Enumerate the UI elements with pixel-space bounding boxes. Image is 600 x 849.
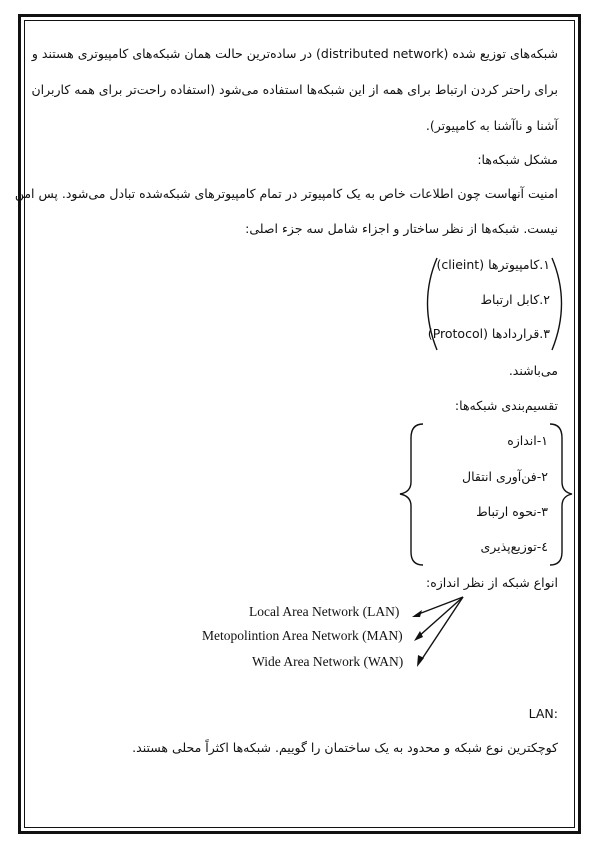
classification-item-4: ٤-توزیع‌پذیری xyxy=(480,539,548,554)
right-parenthesis xyxy=(552,258,562,350)
left-parenthesis xyxy=(428,258,438,350)
intro-line-2: برای راحتر کردن ارتباط برای همه از این شبکه‌ها استفاده می‌شود (استفاده راحت‌تر برای همه کاربران xyxy=(31,82,558,97)
classification-item-1: ۱-اندازه xyxy=(507,433,548,448)
intro-line-3: آشنا و ناآشنا به کامپیوتر). xyxy=(425,118,558,133)
component-item-1: ۱.کامپیوترها (clieint) xyxy=(436,257,550,272)
problems-line-2: نیست. شبکه‌ها از نظر ساختار و اجزاء شامل سه جزء اصلی: xyxy=(245,221,558,236)
intro-line-1: شبکه‌های توزیع شده (distributed network) در ساده‌ترین حالت همان شبکه‌های کامپیوتری هستند و xyxy=(31,46,558,61)
component-item-2: ۲.کابل ارتباط xyxy=(480,292,550,307)
network-type-wan: Wide Area Network (WAN) xyxy=(252,654,404,669)
network-type-lan: Local Area Network (LAN) xyxy=(249,604,400,619)
arrowhead-lan xyxy=(412,610,422,617)
problems-line-1: امنیت آنهاست چون اطلاعات خاص به یک کامپیوتر در تمام کامپیوترهای شبکه‌شده تبادل می‌شود. پس امن xyxy=(14,186,558,201)
network-type-man: Metopolintion Area Network (MAN) xyxy=(202,628,403,643)
right-curly-brace xyxy=(550,424,572,565)
left-curly-brace xyxy=(400,424,423,565)
lan-heading: :LAN xyxy=(528,706,558,721)
arrow-to-lan xyxy=(416,597,463,615)
classification-item-3: ۳-نحوه ارتباط xyxy=(476,504,548,519)
problems-heading: مشکل شبکه‌ها: xyxy=(477,152,558,167)
lan-text: کوچکترین نوع شبکه و محدود به یک ساختمان را گوییم. شبکه‌ها اکثراً محلی هستند. xyxy=(132,740,558,755)
classification-item-2: ۲-فن‌آوری انتقال xyxy=(462,469,548,484)
sizes-heading: انواع شبکه از نظر اندازه: xyxy=(425,575,558,590)
components-suffix: می‌باشند. xyxy=(508,363,558,378)
arrowhead-man xyxy=(414,631,423,641)
classification-heading: تقسیم‌بندی شبکه‌ها: xyxy=(454,398,558,413)
component-item-3: ۳.قراردادها (Protocol) xyxy=(427,326,550,341)
